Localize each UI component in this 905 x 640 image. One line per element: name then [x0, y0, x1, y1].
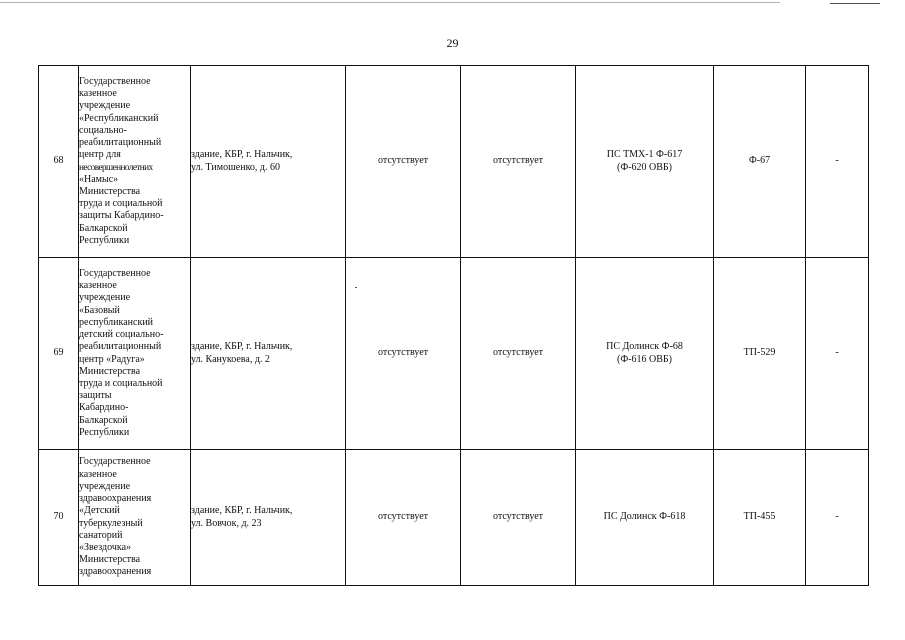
- name-line: труда и социальной: [79, 377, 163, 389]
- top-scan-rule-right: [830, 3, 880, 4]
- address-line: ул. Вовчок, д. 23: [191, 517, 262, 529]
- registry-table: [38, 65, 869, 586]
- name-line: республиканский: [79, 316, 154, 328]
- name-line: туберкулезный: [79, 517, 143, 529]
- name-line: «Базовый: [79, 304, 120, 316]
- organization-name: [79, 450, 191, 586]
- column-5-value: отсутствует: [461, 66, 576, 258]
- last-column-value: -: [806, 258, 869, 450]
- table-row: [39, 258, 869, 450]
- name-line: Республики: [79, 426, 130, 438]
- name-line: реабилитационный: [79, 137, 162, 149]
- substation-line: (Ф-616 ОВБ): [616, 353, 673, 365]
- transformer-point: ТП-529: [714, 258, 806, 450]
- address: [191, 450, 346, 586]
- name-line: Государственное: [79, 268, 151, 280]
- name-line: Министерства: [79, 185, 141, 197]
- organization-name: [79, 66, 191, 258]
- last-column-value: -: [806, 450, 869, 586]
- address-line: здание, КБР, г. Нальчик,: [191, 341, 293, 353]
- scan-speck: [355, 287, 357, 288]
- name-line: Кабардино-: [79, 402, 129, 414]
- last-column-value: -: [806, 66, 869, 258]
- name-line: учреждение: [79, 480, 131, 492]
- name-line: Государственное: [79, 76, 151, 88]
- address-line: ул. Тимошенко, д. 60: [191, 161, 281, 173]
- substation-line: (Ф-620 ОВБ): [616, 161, 673, 173]
- substation: [576, 450, 714, 586]
- row-number: 68: [39, 66, 79, 258]
- transformer-point: ТП-455: [714, 450, 806, 586]
- substation: [576, 66, 714, 258]
- name-line: казенное: [79, 468, 117, 480]
- name-line: социально-: [79, 124, 127, 136]
- table-row: [39, 450, 869, 586]
- table-row: [39, 66, 869, 258]
- name-line: центр «Радуга»: [79, 353, 145, 365]
- name-line: Балкарской: [79, 414, 128, 426]
- top-scan-rule: [0, 2, 780, 3]
- substation-line: ПС ТМХ-1 Ф-617: [606, 149, 683, 161]
- name-line: несовершеннолетних: [79, 162, 153, 173]
- organization-name: [79, 258, 191, 450]
- name-line: Республики: [79, 234, 130, 246]
- name-line: учреждение: [79, 292, 131, 304]
- substation-line: ПС Долинск Ф-618: [603, 511, 686, 523]
- page-number: 29: [446, 36, 459, 50]
- address: [191, 258, 346, 450]
- name-line: «Звездочка»: [79, 541, 132, 553]
- column-4-value: отсутствует: [346, 450, 461, 586]
- substation-line: ПС Долинск Ф-68: [606, 341, 683, 353]
- row-number: 69: [39, 258, 79, 450]
- name-line: казенное: [79, 88, 117, 100]
- address-line: здание, КБР, г. Нальчик,: [191, 149, 293, 161]
- address-line: здание, КБР, г. Нальчик,: [191, 505, 293, 517]
- address-line: ул. Канукоева, д. 2: [191, 353, 270, 365]
- name-line: Министерства: [79, 554, 141, 566]
- name-line: «Намыс»: [79, 173, 119, 185]
- name-line: здравоохранения: [79, 493, 152, 505]
- name-line: Балкарской: [79, 222, 128, 234]
- column-5-value: отсутствует: [461, 258, 576, 450]
- name-line: здравоохранения: [79, 566, 152, 578]
- name-line: «Детский: [79, 505, 120, 517]
- name-line: казенное: [79, 280, 117, 292]
- column-4-value: отсутствует: [346, 258, 461, 450]
- row-number: 70: [39, 450, 79, 586]
- name-line: Государственное: [79, 456, 151, 468]
- substation: [576, 258, 714, 450]
- name-line: учреждение: [79, 100, 131, 112]
- name-line: защиты: [79, 390, 112, 402]
- name-line: реабилитационный: [79, 341, 162, 353]
- name-line: центр для: [79, 149, 121, 161]
- name-line: труда и социальной: [79, 198, 163, 210]
- name-line: защиты Кабардино-: [79, 210, 164, 222]
- column-5-value: отсутствует: [461, 450, 576, 586]
- name-line: детский социально-: [79, 329, 164, 341]
- name-line: Министерства: [79, 365, 141, 377]
- transformer-point: Ф-67: [714, 66, 806, 258]
- column-4-value: отсутствует: [346, 66, 461, 258]
- name-line: санаторий: [79, 529, 123, 541]
- address: [191, 66, 346, 258]
- name-line: «Республиканский: [79, 112, 159, 124]
